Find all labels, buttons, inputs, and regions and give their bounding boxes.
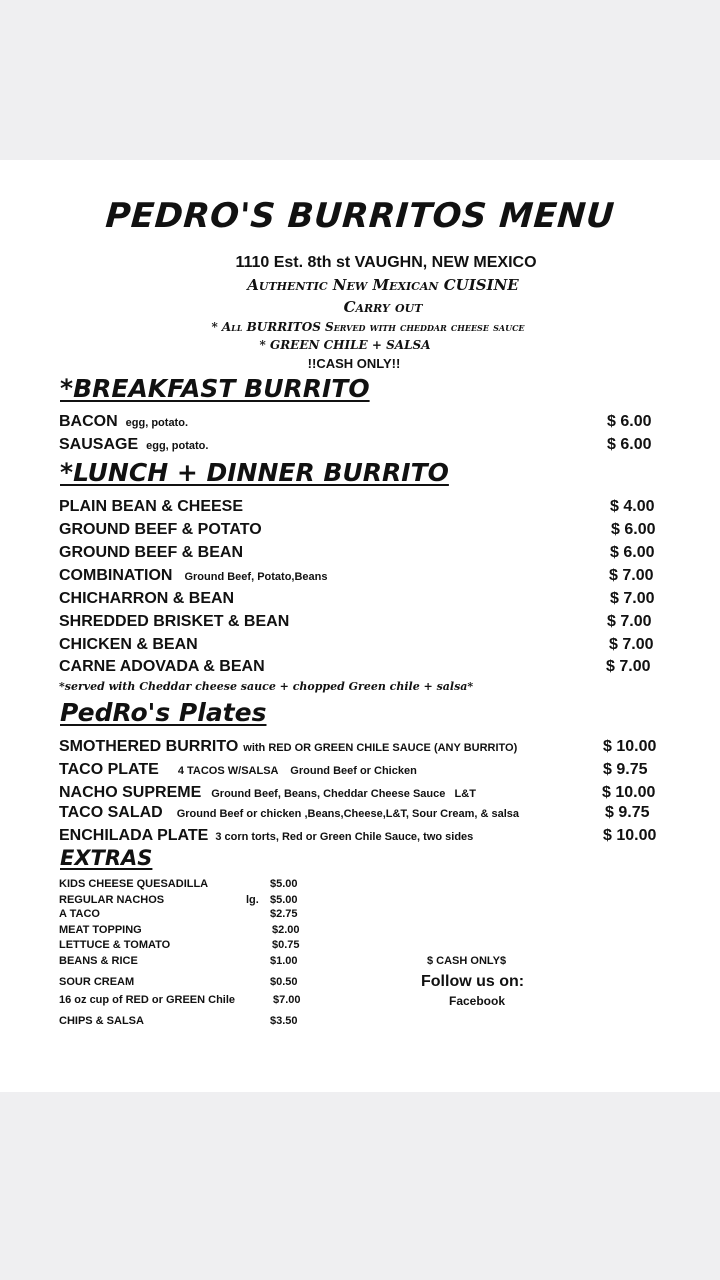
extra-size: lg. (246, 894, 259, 906)
item-name: CARNE ADOVADA & BEAN (59, 658, 265, 675)
extra-price: $2.75 (270, 908, 298, 920)
extra-name: KIDS CHEESE QUESADILLA (59, 878, 209, 890)
menu-item (59, 738, 517, 756)
item-desc: with RED OR GREEN CHILE SAUCE (ANY BURRITO) (243, 742, 518, 754)
menu-title: PEDRO'S BURRITOS MENU (104, 196, 616, 236)
item-name: ENCHILADA PLATE (59, 827, 209, 844)
item-desc: egg, potato. (125, 417, 188, 429)
item-name: TACO PLATE (59, 761, 159, 778)
cash-only-note: !!CASH ONLY!! (307, 356, 401, 371)
item-desc: Ground Beef, Beans, Cheddar Cheese Sauce L&T (211, 788, 476, 800)
item-price: $ 9.75 (605, 804, 650, 821)
carry-out: Carry out (343, 298, 423, 316)
item-name: GROUND BEEF & POTATO (59, 521, 262, 538)
menu-item (59, 544, 243, 562)
item-desc: 3 corn torts, Red or Green Chile Sauce, two sides (215, 831, 474, 843)
item-name: SMOTHERED BURRITO (59, 738, 239, 755)
item-name: COMBINATION (59, 567, 173, 584)
menu-item (59, 498, 243, 516)
lunch-dinner-heading: *LUNCH + DINNER BURRITO (60, 458, 449, 487)
extra-name: A TACO (59, 908, 100, 920)
extra-name: BEANS & RICE (59, 955, 138, 967)
item-name: TACO SALAD (59, 804, 163, 821)
extra-price: $2.00 (272, 924, 300, 936)
menu-item (59, 590, 234, 608)
breakfast-heading: *BREAKFAST BURRITO (60, 374, 370, 403)
item-name: SAUSAGE (59, 436, 139, 453)
item-price: $ 10.00 (603, 827, 657, 844)
menu-item (59, 413, 188, 431)
extra-name: CHIPS & SALSA (59, 1015, 144, 1027)
facebook-link[interactable]: Facebook (449, 994, 506, 1008)
extra-name: MEAT TOPPING (59, 924, 142, 936)
extras-heading: EXTRAS (60, 846, 153, 870)
item-price: $ 6.00 (607, 413, 652, 430)
item-price: $ 6.00 (607, 436, 652, 453)
item-name: CHICKEN & BEAN (59, 636, 198, 653)
menu-item (59, 804, 519, 822)
item-name: NACHO SUPREME (59, 784, 202, 801)
cash-only-badge: $ CASH ONLY$ (427, 955, 507, 967)
extra-price: $0.75 (272, 939, 300, 951)
item-name: PLAIN BEAN & CHEESE (59, 498, 244, 515)
menu-item (59, 521, 262, 539)
item-price: $ 6.00 (611, 521, 656, 538)
item-name: BACON (59, 413, 118, 430)
extra-name: SOUR CREAM (59, 976, 135, 988)
item-name: GROUND BEEF & BEAN (59, 544, 244, 561)
menu-item (59, 827, 473, 845)
item-name: SHREDDED BRISKET & BEAN (59, 613, 290, 630)
item-price: $ 10.00 (602, 784, 656, 801)
menu-item (59, 436, 208, 454)
address: 1110 Est. 8th st VAUGHN, NEW MEXICO (235, 254, 537, 271)
item-desc: Ground Beef, Potato,Beans (184, 571, 328, 583)
item-price: $ 9.75 (603, 761, 648, 778)
menu-item (59, 636, 198, 654)
extra-price: $3.50 (270, 1015, 298, 1027)
item-desc: egg, potato. (146, 440, 209, 452)
menu-item (59, 613, 289, 631)
item-price: $ 6.00 (610, 544, 655, 561)
menu-sheet (0, 160, 720, 1092)
extra-price: $5.00 (270, 878, 298, 890)
follow-us: Follow us on: (421, 973, 525, 990)
item-price: $ 7.00 (610, 590, 655, 607)
item-price: $ 7.00 (607, 613, 652, 630)
item-name: CHICHARRON & BEAN (59, 590, 235, 607)
chile-salsa-note: * GREEN CHILE + SALSA (259, 338, 431, 352)
item-price: $ 7.00 (609, 567, 654, 584)
extra-price: $7.00 (273, 994, 301, 1006)
item-desc: 4 TACOS W/SALSA Ground Beef or Chicken (177, 765, 417, 777)
burrito-note: * All BURRITOS Served with cheddar cheese sauce (211, 320, 525, 334)
item-price: $ 7.00 (609, 636, 654, 653)
item-price: $ 7.00 (606, 658, 651, 675)
extra-name: REGULAR NACHOS (59, 894, 165, 906)
plates-heading: PedRo's Plates (60, 698, 267, 727)
menu-item (59, 658, 265, 676)
extra-price: $0.50 (270, 976, 298, 988)
extra-name: 16 oz cup of RED or GREEN Chile (59, 994, 236, 1006)
extra-price: $5.00 (270, 894, 298, 906)
lunch-footnote: *served with Cheddar cheese sauce + chopped Green chile + salsa* (59, 680, 474, 693)
menu-item (59, 761, 417, 779)
item-price: $ 4.00 (610, 498, 655, 515)
item-price: $ 10.00 (603, 738, 657, 755)
extra-price: $1.00 (270, 955, 298, 967)
extra-name: LETTUCE & TOMATO (59, 939, 171, 951)
menu-item (59, 784, 476, 802)
tagline: Authentic New Mexican CUISINE (247, 276, 519, 294)
item-desc: Ground Beef or chicken ,Beans,Cheese,L&T, Sour Cream, & salsa (176, 808, 520, 820)
menu-item (59, 567, 328, 585)
